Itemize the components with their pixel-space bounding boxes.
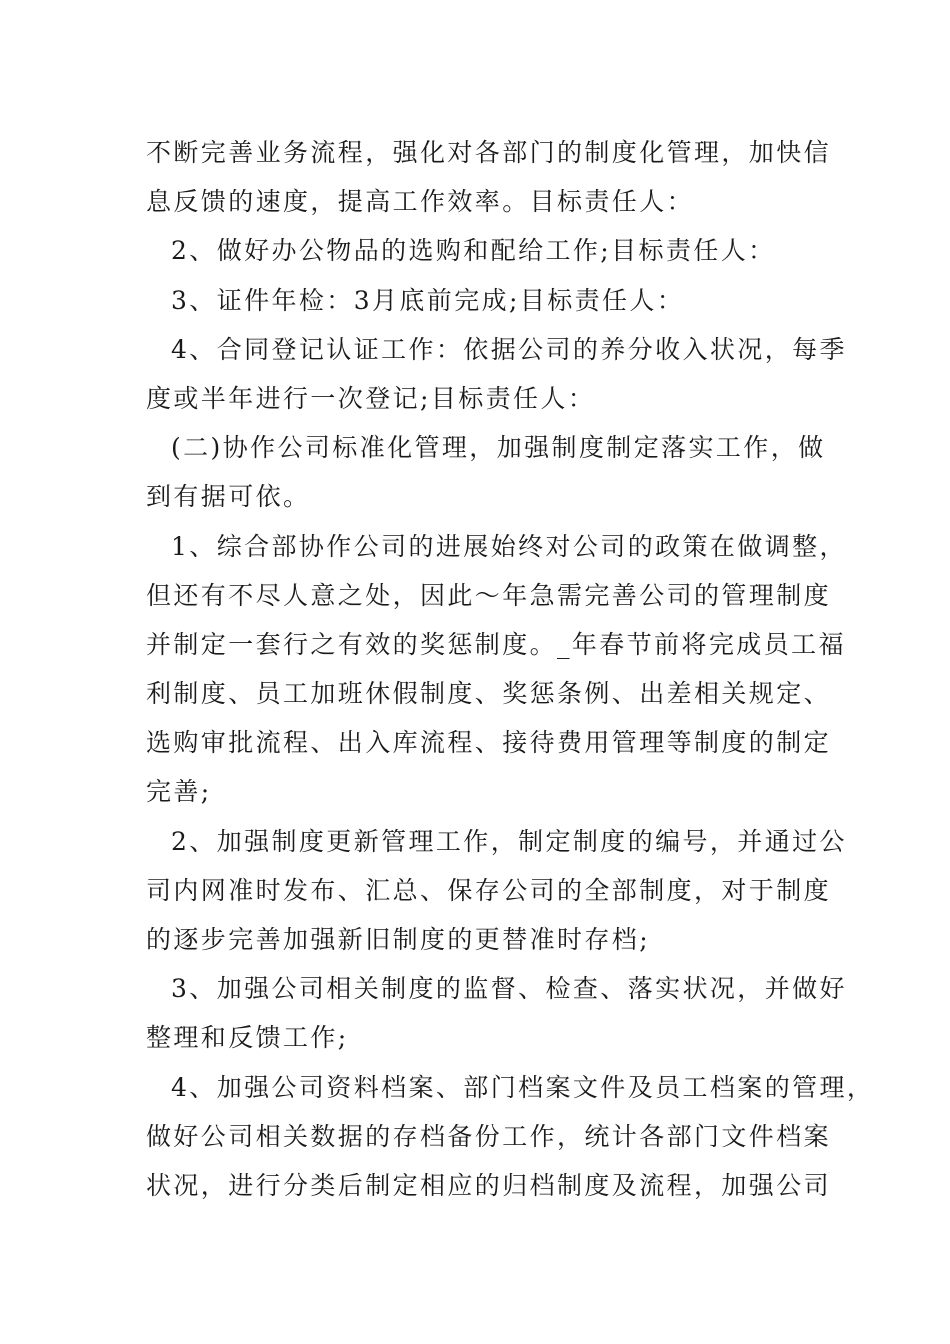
text-line: 状况，进行分类后制定相应的归档制度及流程，加强公司 bbox=[146, 1170, 832, 1200]
text-line: 选购审批流程、出入库流程、接待费用管理等制度的制定 bbox=[146, 728, 832, 758]
list-item: 4、加强公司资料档案、部门档案文件及员工档案的管理， bbox=[171, 1072, 875, 1102]
text-line: 息反馈的速度，提高工作效率。目标责任人： bbox=[146, 187, 695, 217]
text-line: 度或半年进行一次登记;目标责任人： bbox=[146, 383, 596, 413]
text-line: 不断完善业务流程，强化对各部门的制度化管理，加快信 bbox=[146, 138, 832, 167]
text-line: 但还有不尽人意之处，因此～年急需完善公司的管理制度 bbox=[146, 580, 832, 610]
text-line: 司内网准时发布、汇总、保存公司的全部制度，对于制度 bbox=[146, 875, 832, 905]
text-line: 做好公司相关数据的存档备份工作，统计各部门文件档案 bbox=[146, 1121, 832, 1151]
text-line: 并制定一套行之有效的奖惩制度。_年春节前将完成员工福 bbox=[146, 629, 846, 659]
list-item: 2、做好办公物品的选购和配给工作;目标责任人： bbox=[171, 236, 776, 266]
text-line: 到有据可依。 bbox=[146, 482, 311, 512]
document-body bbox=[146, 128, 875, 1210]
list-item: 3、加强公司相关制度的监督、检查、落实状况，并做好 bbox=[171, 974, 847, 1004]
list-item: 1、综合部协作公司的进展始终对公司的政策在做调整， bbox=[171, 531, 847, 561]
text-line: 完善; bbox=[146, 777, 212, 807]
list-item: 2、加强制度更新管理工作，制定制度的编号，并通过公 bbox=[171, 826, 847, 856]
list-item: 4、合同登记认证工作：依据公司的养分收入状况，每季 bbox=[171, 334, 847, 364]
text-line: 利制度、员工加班休假制度、奖惩条例、出差相关规定、 bbox=[146, 679, 832, 709]
section-heading: (二)协作公司标准化管理，加强制度制定落实工作，做 bbox=[171, 433, 826, 463]
text-line: 的逐步完善加强新旧制度的更替准时存档; bbox=[146, 925, 651, 954]
list-item: 3、证件年检：3月底前完成;目标责任人： bbox=[171, 285, 685, 315]
text-line: 整理和反馈工作; bbox=[146, 1023, 349, 1053]
